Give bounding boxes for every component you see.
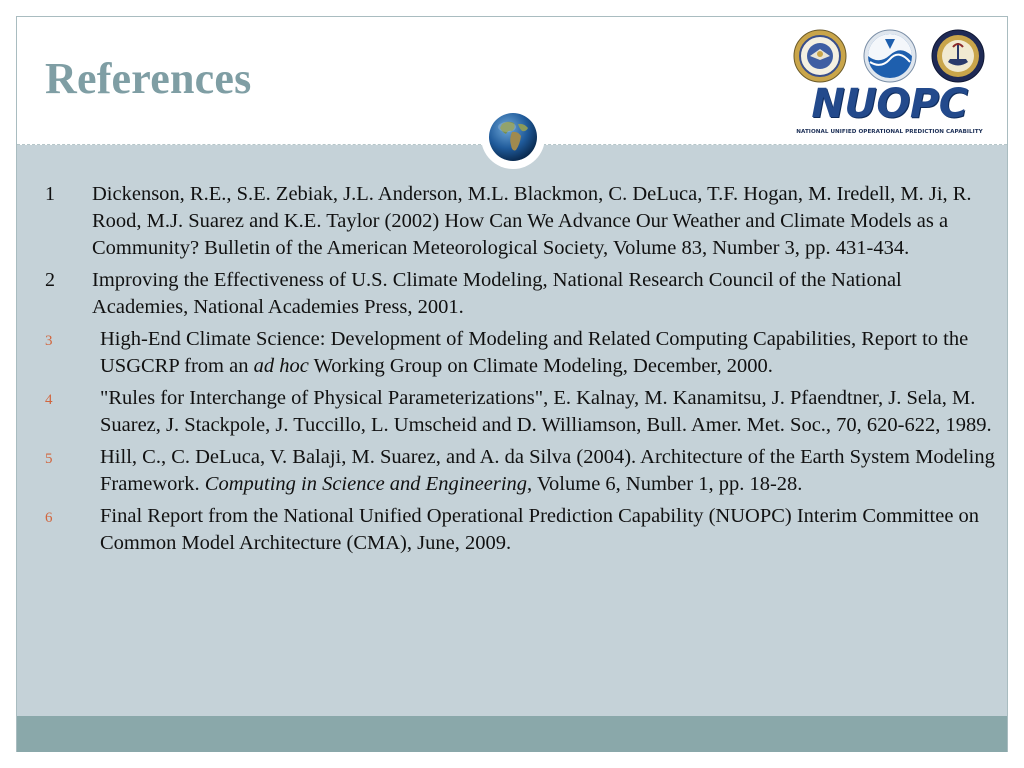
reference-italic-text: ad hoc bbox=[253, 355, 309, 377]
reference-text bbox=[100, 444, 995, 498]
reference-item bbox=[45, 444, 995, 498]
reference-number: 5 bbox=[45, 451, 53, 467]
reference-number: 6 bbox=[45, 510, 53, 526]
nuopc-subtitle: NATIONAL UNIFIED OPERATIONAL PREDICTION CAPABILITY bbox=[796, 129, 983, 135]
reference-text: "Rules for Interchange of Physical Parameterizations", E. Kalnay, M. Kanamitsu, J. Pfaendtner, J. Sela, M. Suarez, J. Stackpole, J. Tuccillo, L. Umscheid and D. Williamson, Bull. Amer. Met. Soc., 70, 620-622, 1989. bbox=[100, 387, 992, 436]
reference-item bbox=[45, 503, 995, 557]
nuopc-logo bbox=[787, 23, 992, 141]
footer-bar bbox=[17, 716, 1007, 752]
reference-number: 1 bbox=[45, 183, 55, 205]
reference-number: 2 bbox=[45, 269, 55, 291]
reference-text-part: Hill, C., C. DeLuca, V. Balaji, M. Suarez, and A. da Silva (2004). Architecture of the Earth System Modeling Framework. bbox=[100, 446, 995, 495]
reference-text: Dickenson, R.E., S.E. Zebiak, J.L. Anderson, M.L. Blackmon, C. DeLuca, T.F. Hogan, M. Iredell, M. Ji, R. Rood, M.J. Suarez and K.E. Taylor (2002) How Can We Advance Our Weather and Climate Models as a Community? Bulletin of the American Meteorological Society, Volume 83, Number 3, pp. 431-434. bbox=[92, 183, 972, 259]
reference-text: Improving the Effectiveness of U.S. Climate Modeling, National Research Council of the National Academies, National Academies Press, 2001. bbox=[92, 269, 902, 318]
reference-number: 4 bbox=[45, 392, 53, 408]
reference-text: Final Report from the National Unified Operational Prediction Capability (NUOPC) Interim Committee on Common Model Architecture (CMA), June, 2009. bbox=[100, 505, 980, 554]
reference-text-part: High-End Climate Science: Development of Modeling and Related Computing Capabilities, Report to the USGCRP from an bbox=[100, 328, 969, 377]
reference-list bbox=[45, 181, 995, 557]
reference-number: 3 bbox=[45, 333, 53, 349]
navy-seal-icon bbox=[931, 29, 985, 83]
air-force-seal-icon bbox=[793, 29, 847, 83]
reference-text-part: , Volume 6, Number 1, pp. 18-28. bbox=[527, 473, 803, 495]
reference-italic-text: Computing in Science and Engineering bbox=[204, 473, 528, 495]
reference-item bbox=[45, 181, 995, 262]
slide bbox=[16, 16, 1008, 752]
slide-title: References bbox=[45, 54, 252, 103]
reference-item bbox=[45, 326, 995, 380]
noaa-seal-icon bbox=[863, 29, 917, 83]
reference-item bbox=[45, 385, 995, 439]
reference-item bbox=[45, 267, 995, 321]
reference-text-part: Working Group on Climate Modeling, December, 2000. bbox=[308, 355, 773, 377]
nuopc-wordmark: NUOPC bbox=[811, 81, 968, 127]
globe-icon bbox=[488, 112, 538, 162]
reference-text bbox=[100, 326, 995, 380]
globe-badge bbox=[481, 105, 545, 169]
